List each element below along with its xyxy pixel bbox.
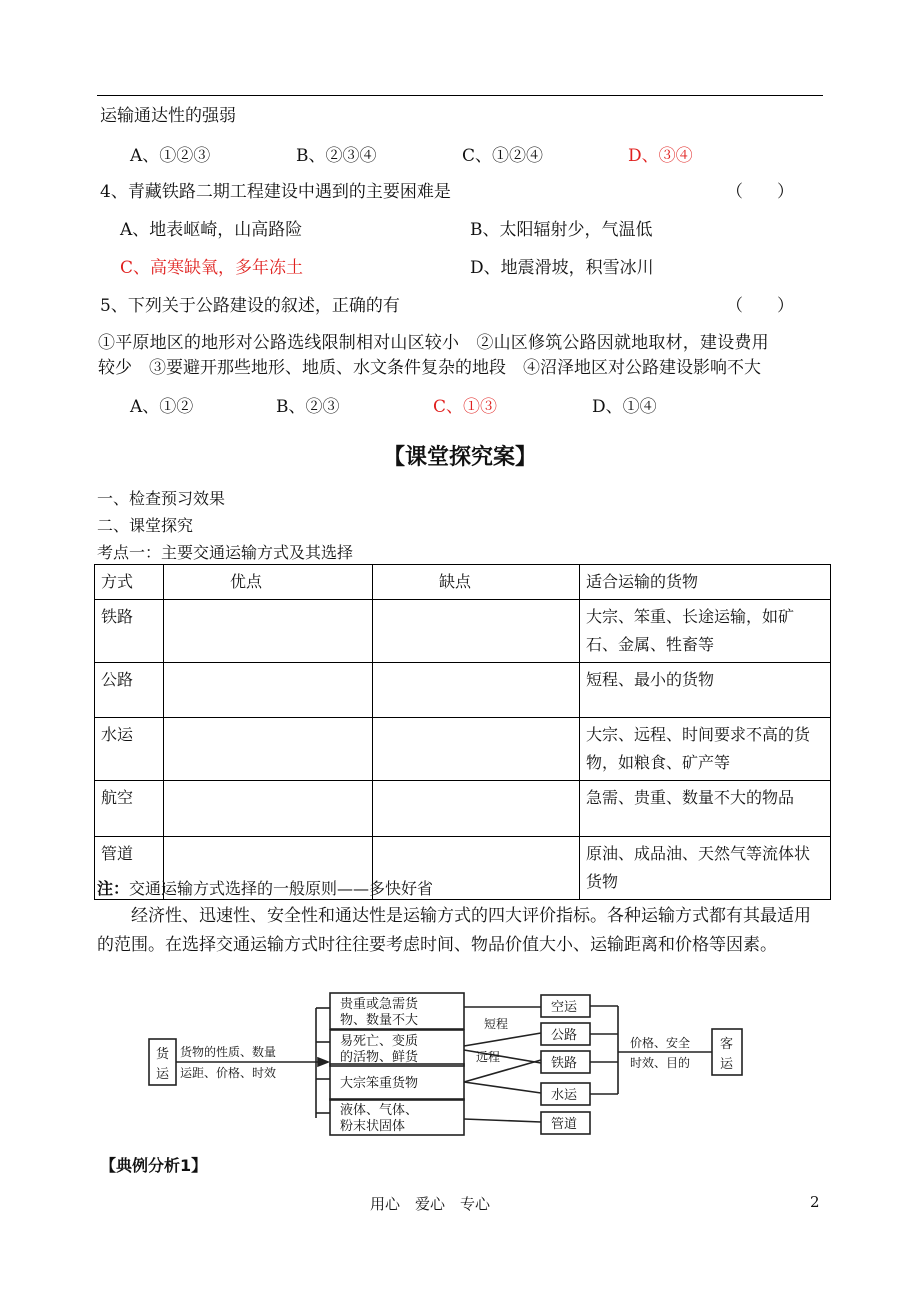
item-check-preview: 一、检查预习效果: [97, 489, 226, 508]
goods-perishable-1: 易死亡、变质: [340, 1034, 419, 1049]
header-goods: 适合运输的货物: [580, 565, 831, 600]
q3-option-b: B、②③④: [296, 146, 377, 166]
goods-cell: 大宗、笨重、长途运输，如矿石、金属、牲畜等: [580, 600, 831, 663]
q5-statement-line2: 较少 ③要避开那些地形、地质、水文条件复杂的地段 ④沼泽地区对公路建设影响不大: [98, 358, 761, 378]
table-row: [95, 600, 831, 663]
page-number: 2: [810, 1193, 820, 1211]
q3-option-d-answer: D、③④: [628, 146, 693, 166]
pros-cell[interactable]: [164, 781, 373, 837]
q4-stem: 4、青藏铁路二期工程建设中遇到的主要困难是: [100, 182, 451, 202]
passenger-char-1: 客: [720, 1037, 734, 1052]
q5-stem: 5、下列关于公路建设的叙述，正确的有: [100, 296, 400, 316]
q5-option-d: D、①④: [592, 397, 657, 417]
mode-cell: 水运: [95, 718, 164, 781]
goods-valuable-2: 物、数量不大: [340, 1013, 419, 1028]
q4-option-d: D、地震滑坡，积雪冰川: [470, 258, 654, 278]
passenger-factor-1: 价格、安全: [630, 1036, 691, 1050]
goods-bulk: 大宗笨重货物: [340, 1076, 419, 1091]
q3-tail: 运输通达性的强弱: [100, 106, 236, 126]
q3-option-c: C、①②④: [462, 146, 544, 166]
note: [97, 876, 433, 899]
table-row: [95, 663, 831, 718]
q4-option-b: B、太阳辐射少，气温低: [470, 220, 653, 240]
mode-cell: 航空: [95, 781, 164, 837]
table-header-row: [95, 565, 831, 600]
q5-answer-paren: （ ）: [726, 296, 794, 316]
mode-cell: 公路: [95, 663, 164, 718]
mode-rail: 铁路: [551, 1056, 578, 1071]
q4-option-a: A、地表岖崎，山高路险: [120, 220, 303, 240]
item-class-inquiry: 二、课堂探究: [97, 516, 194, 535]
selection-paragraph: 经济性、迅速性、安全性和通达性是运输方式的四大评价指标。各种运输方式都有其最适用的范围。在选择交通运输方式时往往要考虑时间、物品价值大小、运输距离和价格等因素。: [97, 906, 811, 955]
mode-cell: 管道: [95, 837, 164, 900]
section-title: 【课堂探究案】: [382, 445, 537, 470]
goods-cell: 急需、贵重、数量不大的物品: [580, 781, 831, 837]
q5-option-a: A、①②: [130, 397, 194, 417]
mode-air: 空运: [551, 1000, 578, 1015]
example-title: 【典例分析1】: [100, 1156, 208, 1175]
q5-statement-line1: ①平原地区的地形对公路选线限制相对山区较小 ②山区修筑公路因就地取材，建设费用: [98, 333, 769, 353]
cons-cell[interactable]: [373, 600, 580, 663]
pros-cell[interactable]: [164, 718, 373, 781]
cons-cell[interactable]: [373, 781, 580, 837]
pros-cell[interactable]: [164, 663, 373, 718]
cons-cell[interactable]: [373, 718, 580, 781]
freight-char-1: 货: [156, 1047, 170, 1062]
note-label: 注：: [97, 879, 130, 898]
goods-fluid-1: 液体、气体、: [340, 1103, 419, 1118]
goods-perishable-2: 的活物、鲜货: [340, 1050, 419, 1065]
header-mode: 方式: [95, 565, 164, 600]
q3-option-a: A、①②③: [130, 146, 211, 166]
passenger-char-2: 运: [720, 1057, 734, 1072]
q5-option-b: B、②③: [276, 397, 340, 417]
goods-cell: 短程、最小的货物: [580, 663, 831, 718]
cons-cell[interactable]: [373, 663, 580, 718]
mode-cell: 铁路: [95, 600, 164, 663]
footer-slogan: 用心 爱心 专心: [370, 1195, 491, 1213]
q5-option-c-answer: C、①③: [433, 397, 498, 417]
header-pros: 优点: [164, 565, 373, 600]
long-distance-label: 远程: [476, 1050, 501, 1064]
goods-cell: 大宗、远程、时间要求不高的货物，如粮食、矿产等: [580, 718, 831, 781]
header-cons: 缺点: [373, 565, 580, 600]
header-rule: [97, 95, 823, 96]
kaodian-title: 考点一：主要交通运输方式及其选择: [97, 543, 354, 562]
transport-selection-diagram: [140, 988, 750, 1138]
q4-answer-paren: （ ）: [726, 182, 794, 202]
goods-cell: 原油、成品油、天然气等流体状货物: [580, 837, 831, 900]
goods-fluid-2: 粉末状固体: [340, 1119, 406, 1134]
passenger-factor-2: 时效、目的: [630, 1056, 691, 1070]
freight-factor-2: 运距、价格、时效: [180, 1066, 277, 1080]
mode-road: 公路: [551, 1028, 578, 1043]
mode-pipeline: 管道: [551, 1117, 578, 1132]
transport-modes-table: [94, 564, 831, 900]
note-text: 交通运输方式选择的一般原则——多快好省: [129, 879, 434, 898]
short-distance-label: 短程: [484, 1017, 509, 1031]
freight-char-2: 运: [156, 1067, 170, 1082]
freight-factor-1: 货物的性质、数量: [180, 1045, 277, 1059]
goods-valuable-1: 贵重或急需货: [340, 997, 419, 1012]
table-row: [95, 718, 831, 781]
q4-option-c-answer: C、高寒缺氧，多年冻土: [120, 258, 304, 278]
mode-water: 水运: [551, 1088, 578, 1103]
pros-cell[interactable]: [164, 600, 373, 663]
table-row: [95, 781, 831, 837]
